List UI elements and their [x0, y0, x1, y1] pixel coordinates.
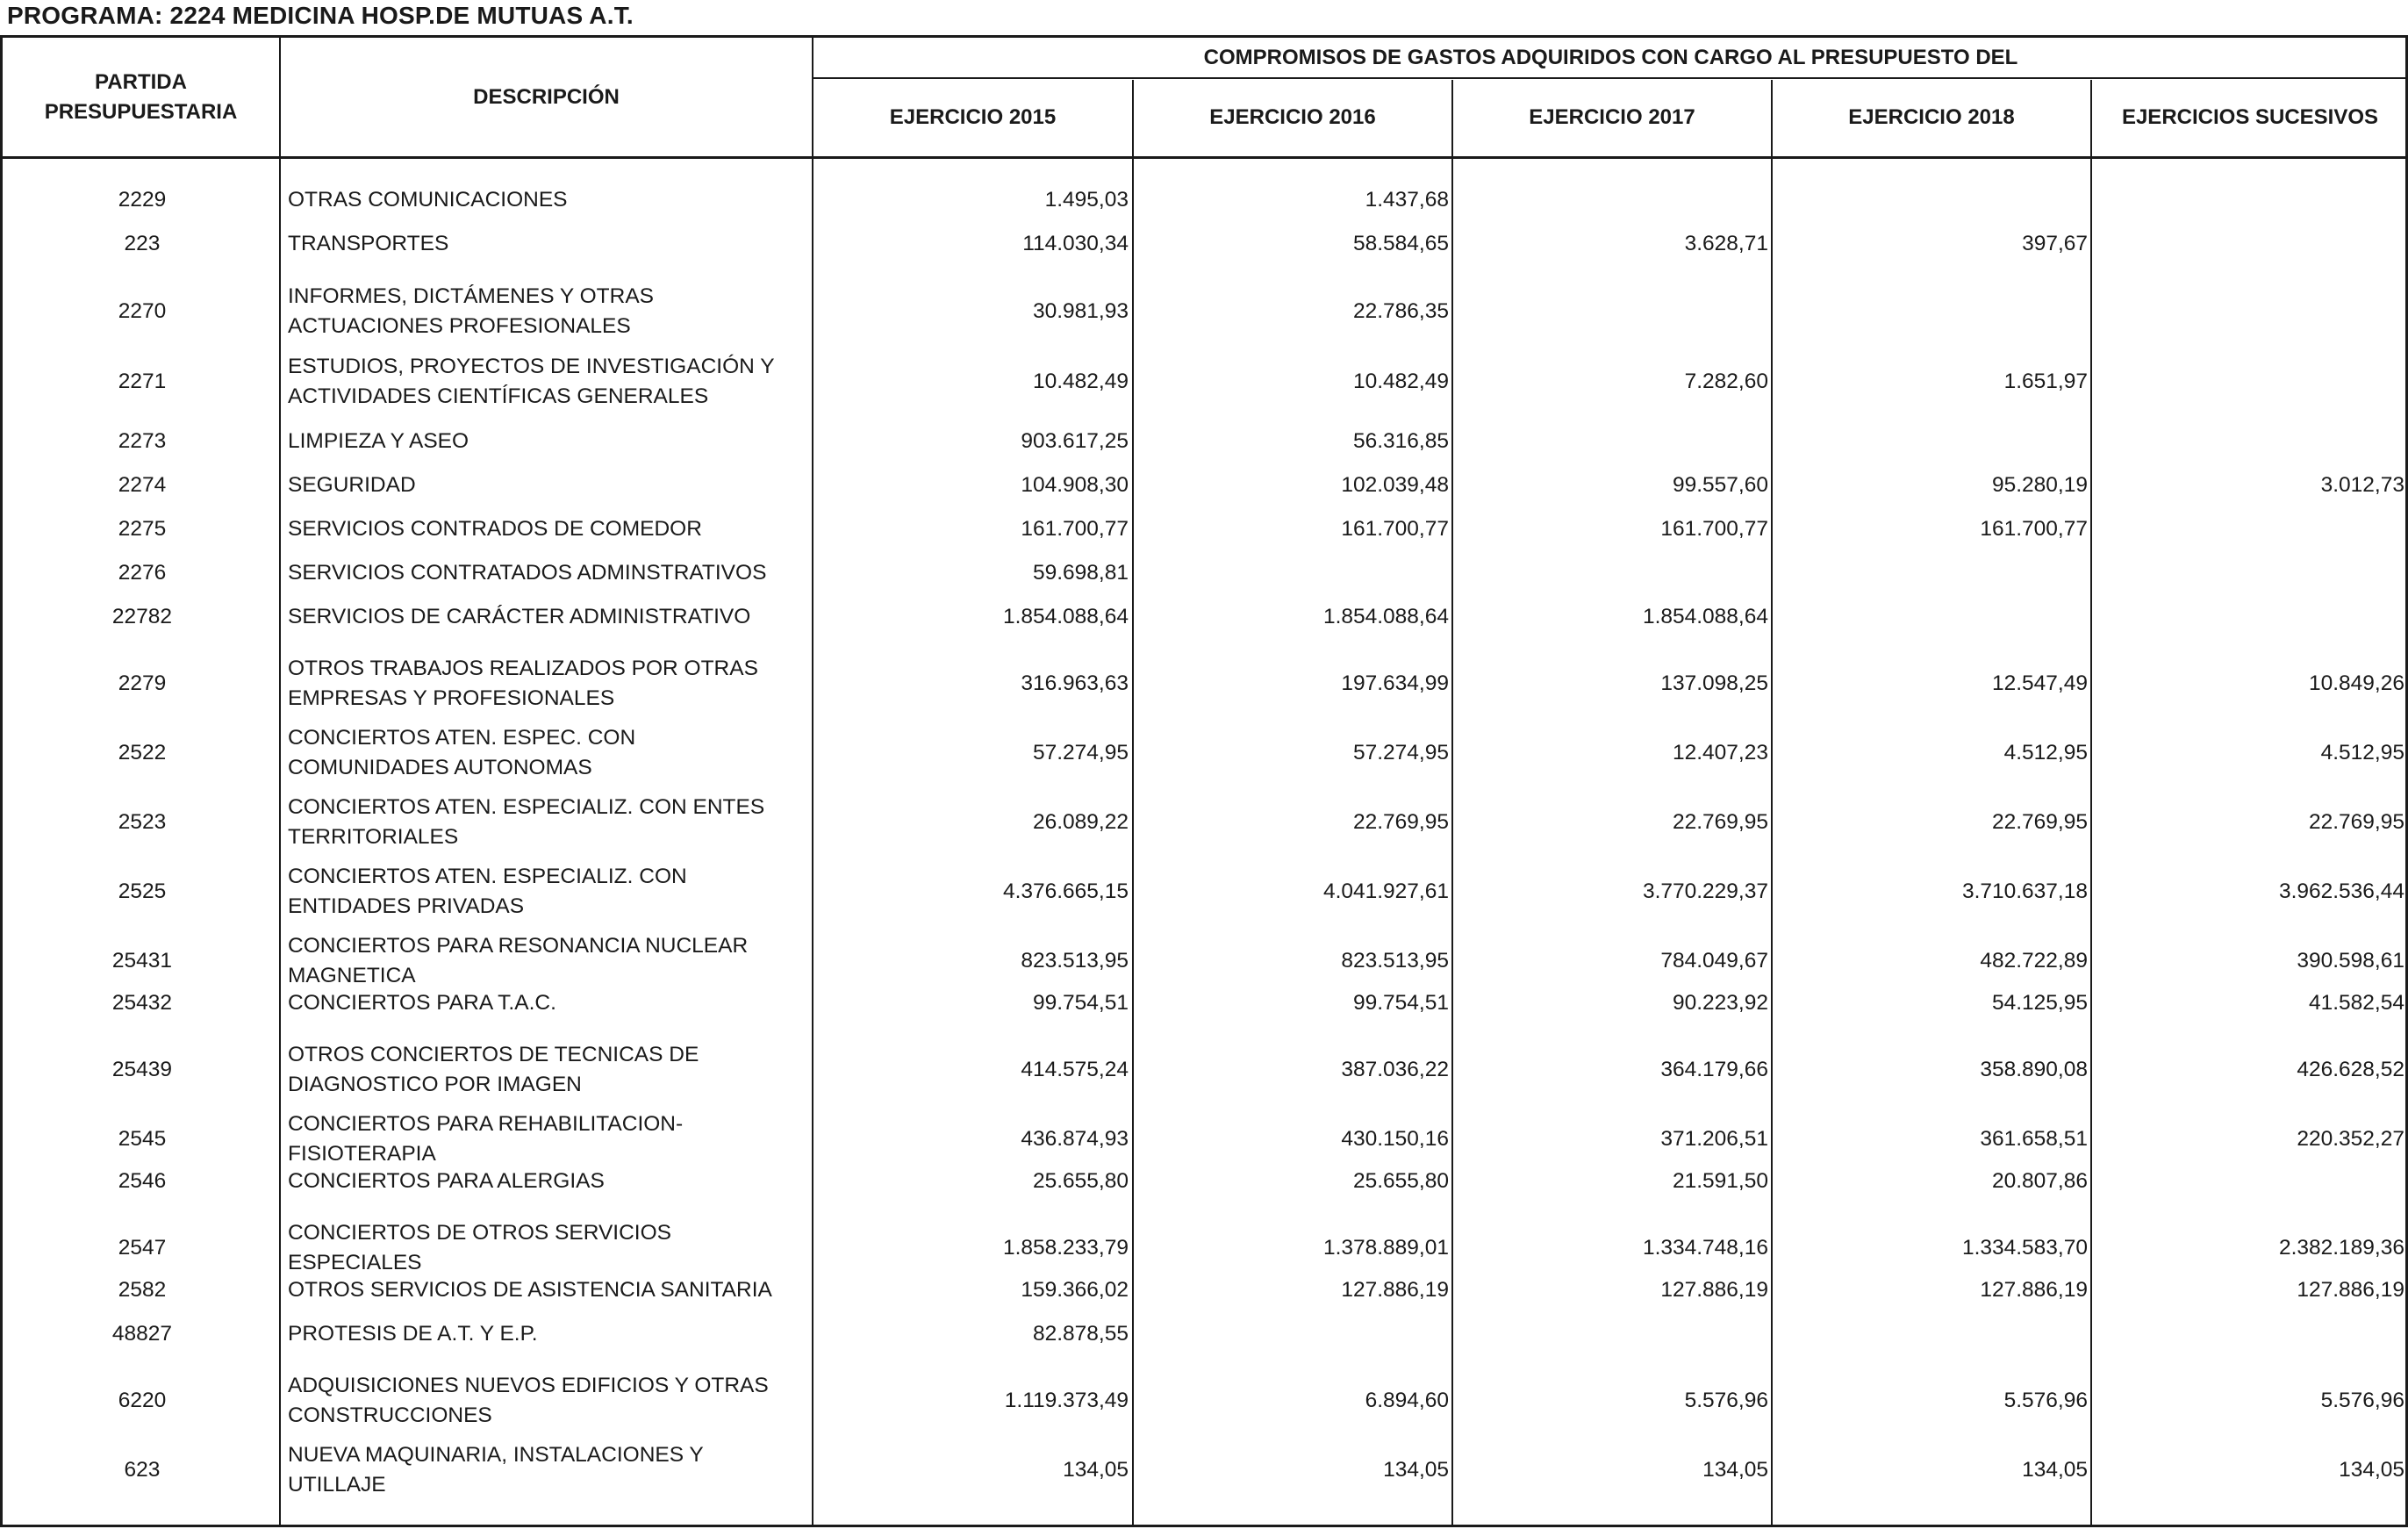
amount-2015: 59.698,81 — [1033, 561, 1129, 585]
partida-code: 2270 — [118, 299, 167, 323]
amount-2017: 99.557,60 — [1673, 473, 1768, 497]
amount-2015: 25.655,80 — [1033, 1169, 1129, 1193]
partida-code: 6220 — [118, 1389, 167, 1412]
amount-sucesivos: 426.628,52 — [2297, 1058, 2404, 1081]
amount-sucesivos — [2093, 512, 2404, 547]
partida-description: LIMPIEZA Y ASEO — [288, 429, 469, 453]
amount-2016: 56.316,85 — [1353, 429, 1449, 453]
partida-code: 2274 — [118, 473, 167, 497]
amount-2017: 12.407,23 — [1673, 741, 1768, 764]
amount-2015: 10.482,49 — [1033, 370, 1129, 393]
amount-sucesivos: 3.012,73 — [2320, 473, 2404, 497]
table-row — [3, 1040, 2408, 1100]
header-year-2017: EJERCICIO 2017 — [1529, 105, 1695, 129]
header-bottom-line — [3, 156, 2408, 159]
amount-2015: 436.874,93 — [1021, 1127, 1129, 1151]
amount-2016: 1.437,68 — [1365, 188, 1449, 212]
amount-2018 — [1774, 183, 2088, 218]
amount-sucesivos: 220.352,27 — [2297, 1127, 2404, 1151]
amount-2016: 102.039,48 — [1341, 473, 1449, 497]
amount-sucesivos — [2093, 1164, 2404, 1199]
amount-2017: 161.700,77 — [1660, 517, 1768, 541]
amount-2018 — [1774, 424, 2088, 459]
amount-2018: 127.886,19 — [1980, 1278, 2088, 1302]
amount-2018 — [1774, 282, 2088, 341]
table-row — [3, 599, 2408, 635]
amount-2015: 823.513,95 — [1021, 949, 1129, 973]
table-row — [3, 468, 2408, 503]
amount-2016 — [1135, 1317, 1449, 1352]
table-row — [3, 862, 2408, 922]
amount-2018: 5.576,96 — [2003, 1389, 2088, 1412]
partida-description: CONCIERTOS PARA ALERGIAS — [288, 1169, 605, 1193]
amount-2018: 1.651,97 — [2003, 370, 2088, 393]
amount-2017: 1.334.748,16 — [1642, 1236, 1768, 1260]
amount-sucesivos: 2.382.189,36 — [2278, 1236, 2404, 1260]
partida-code: 25432 — [111, 991, 173, 1015]
table-row — [3, 1109, 2408, 1169]
partida-description: ESTUDIOS, PROYECTOS DE INVESTIGACIÓN Y ACTIVIDADES CIENTÍFICAS GENERALES — [288, 355, 775, 408]
partida-code: 2273 — [118, 429, 167, 453]
amount-2015: 1.495,03 — [1044, 188, 1129, 212]
partida-code: 2271 — [118, 370, 167, 393]
partida-description: OTRAS COMUNICACIONES — [288, 188, 568, 212]
amount-2017: 134,05 — [1702, 1458, 1768, 1482]
amount-2015: 57.274,95 — [1033, 741, 1129, 764]
table-row — [3, 1273, 2408, 1308]
table-row — [3, 723, 2408, 783]
amount-2017 — [1454, 556, 1768, 591]
table-row — [3, 183, 2408, 218]
table-row — [3, 793, 2408, 852]
amount-2016: 58.584,65 — [1353, 232, 1449, 255]
amount-2015: 30.981,93 — [1033, 299, 1129, 323]
amount-2017: 1.854.088,64 — [1642, 605, 1768, 628]
table-row — [3, 282, 2408, 341]
partida-code: 2276 — [118, 561, 167, 585]
amount-2017 — [1454, 424, 1768, 459]
amount-2017: 21.591,50 — [1673, 1169, 1768, 1193]
partida-code: 2545 — [118, 1127, 167, 1151]
partida-code: 48827 — [111, 1322, 173, 1346]
amount-2017: 364.179,66 — [1660, 1058, 1768, 1081]
table-row — [3, 1317, 2408, 1352]
amount-2016: 25.655,80 — [1353, 1169, 1449, 1193]
amount-2016: 127.886,19 — [1341, 1278, 1449, 1302]
partida-code: 2275 — [118, 517, 167, 541]
amount-sucesivos: 390.598,61 — [2297, 949, 2404, 973]
amount-2017: 371.206,51 — [1660, 1127, 1768, 1151]
amount-2018: 361.658,51 — [1980, 1127, 2088, 1151]
partida-description: INFORMES, DICTÁMENES Y OTRAS ACTUACIONES PROFESIONALES — [288, 284, 655, 338]
table-row — [3, 352, 2408, 412]
amount-2017: 3.628,71 — [1684, 232, 1768, 255]
amount-2016: 134,05 — [1383, 1458, 1449, 1482]
amount-2015: 134,05 — [1063, 1458, 1129, 1482]
header-year-sucesivos: EJERCICIOS SUCESIVOS — [2121, 105, 2379, 129]
amount-2015: 82.878,55 — [1033, 1322, 1129, 1346]
amount-2017: 22.769,95 — [1673, 810, 1768, 834]
partida-description: CONCIERTOS ATEN. ESPECIALIZ. CON ENTIDADES PRIVADAS — [288, 865, 687, 918]
partida-code: 25439 — [111, 1058, 173, 1081]
amount-sucesivos — [2093, 599, 2404, 635]
amount-sucesivos: 5.576,96 — [2320, 1389, 2404, 1412]
amount-2015: 159.366,02 — [1021, 1278, 1129, 1302]
amount-2017 — [1454, 1317, 1768, 1352]
partida-description: SERVICIOS CONTRADOS DE COMEDOR — [288, 517, 702, 541]
header-year-2018: EJERCICIO 2018 — [1848, 105, 2015, 129]
amount-2017: 3.770.229,37 — [1642, 879, 1768, 903]
partida-description: OTROS SERVICIOS DE ASISTENCIA SANITARIA — [288, 1278, 772, 1302]
partida-code: 223 — [124, 232, 161, 255]
amount-2017: 7.282,60 — [1684, 370, 1768, 393]
partida-description: OTROS TRABAJOS REALIZADOS POR OTRAS EMPRESAS Y PROFESIONALES — [288, 657, 758, 710]
amount-2015: 114.030,34 — [1022, 232, 1129, 255]
header-partida: PARTIDA PRESUPUESTARIA — [44, 69, 238, 124]
partida-description: CONCIERTOS PARA RESONANCIA NUCLEAR MAGNETICA — [288, 934, 749, 987]
table-row — [3, 654, 2408, 714]
header-descripcion: DESCRIPCIÓN — [473, 84, 620, 109]
table-row — [3, 1218, 2408, 1278]
amount-2017: 137.098,25 — [1660, 671, 1768, 695]
partida-description: CONCIERTOS ATEN. ESPECIALIZ. CON ENTES TERRITORIALES — [288, 795, 765, 849]
amount-2018: 1.334.583,70 — [1961, 1236, 2088, 1260]
partida-description: NUEVA MAQUINARIA, INSTALACIONES Y UTILLAJE — [288, 1443, 704, 1497]
header-year-2015: EJERCICIO 2015 — [889, 105, 1057, 129]
amount-2016: 1.378.889,01 — [1322, 1236, 1449, 1260]
amount-2015: 161.700,77 — [1021, 517, 1129, 541]
partida-description: CONCIERTOS PARA REHABILITACION- FISIOTERAPIA — [288, 1112, 684, 1166]
amount-2015: 414.575,24 — [1021, 1058, 1129, 1081]
amount-2016: 4.041.927,61 — [1322, 879, 1449, 903]
amount-sucesivos — [2093, 183, 2404, 218]
amount-sucesivos — [2093, 424, 2404, 459]
partida-code: 25431 — [111, 949, 173, 973]
amount-2018 — [1774, 599, 2088, 635]
amount-sucesivos: 4.512,95 — [2320, 741, 2404, 764]
amount-sucesivos — [2093, 226, 2404, 262]
amount-2018: 134,05 — [2022, 1458, 2088, 1482]
partida-code: 2229 — [118, 188, 167, 212]
amount-sucesivos — [2093, 556, 2404, 591]
amount-2016: 10.482,49 — [1353, 370, 1449, 393]
amount-2015: 1.854.088,64 — [1002, 605, 1129, 628]
partida-code: 2525 — [118, 879, 167, 903]
amount-2015: 4.376.665,15 — [1002, 879, 1129, 903]
header-compromisos: COMPROMISOS DE GASTOS ADQUIRIDOS CON CARGO AL PRESUPUESTO DEL — [1203, 45, 2018, 69]
program-title: PROGRAMA: 2224 MEDICINA HOSP.DE MUTUAS A.T. — [7, 2, 634, 29]
partida-code: 2582 — [118, 1278, 167, 1302]
partida-code: 2547 — [118, 1236, 167, 1260]
amount-2018: 95.280,19 — [1992, 473, 2088, 497]
partida-description: CONCIERTOS PARA T.A.C. — [288, 991, 556, 1015]
amount-2015: 903.617,25 — [1021, 429, 1129, 453]
amount-2016: 1.854.088,64 — [1322, 605, 1449, 628]
amount-2018: 54.125,95 — [1992, 991, 2088, 1015]
amount-2015: 99.754,51 — [1033, 991, 1129, 1015]
amount-2018: 3.710.637,18 — [1961, 879, 2088, 903]
amount-2015: 26.089,22 — [1033, 810, 1129, 834]
amount-2015: 316.963,63 — [1021, 671, 1129, 695]
amount-2017: 5.576,96 — [1684, 1389, 1768, 1412]
amount-sucesivos: 41.582,54 — [2309, 991, 2404, 1015]
amount-2016: 387.036,22 — [1341, 1058, 1449, 1081]
partida-code: 2522 — [118, 741, 167, 764]
amount-2016: 22.786,35 — [1353, 299, 1449, 323]
partida-description: SERVICIOS CONTRATADOS ADMINSTRATIVOS — [288, 561, 767, 585]
amount-2018: 4.512,95 — [2003, 741, 2088, 764]
amount-2018: 358.890,08 — [1980, 1058, 2088, 1081]
amount-2017: 784.049,67 — [1660, 949, 1768, 973]
amount-2017 — [1454, 183, 1768, 218]
partida-description: ADQUISICIONES NUEVOS EDIFICIOS Y OTRAS CONSTRUCCIONES — [288, 1374, 769, 1427]
amount-2016: 430.150,16 — [1341, 1127, 1449, 1151]
table-row — [3, 986, 2408, 1021]
amount-2018: 397,67 — [2022, 232, 2088, 255]
amount-sucesivos: 10.849,26 — [2309, 671, 2404, 695]
table-row — [3, 931, 2408, 991]
partida-code: 2546 — [118, 1169, 167, 1193]
partida-description: SERVICIOS DE CARÁCTER ADMINISTRATIVO — [288, 605, 751, 628]
amount-2016 — [1135, 556, 1449, 591]
partida-description: CONCIERTOS DE OTROS SERVICIOS ESPECIALES — [288, 1221, 672, 1274]
amount-2017: 90.223,92 — [1673, 991, 1768, 1015]
partida-description: TRANSPORTES — [288, 232, 449, 255]
amount-2018: 161.700,77 — [1980, 517, 2088, 541]
amount-2015: 1.119.373,49 — [1004, 1389, 1129, 1412]
partida-description: OTROS CONCIERTOS DE TECNICAS DE DIAGNOSTICO POR IMAGEN — [288, 1043, 699, 1096]
partida-code: 2279 — [118, 671, 167, 695]
amount-2016: 823.513,95 — [1341, 949, 1449, 973]
header-year-2016: EJERCICIO 2016 — [1209, 105, 1376, 129]
partida-description: PROTESIS DE A.T. Y E.P. — [288, 1322, 538, 1346]
amount-sucesivos: 127.886,19 — [2297, 1278, 2404, 1302]
table-row — [3, 424, 2408, 459]
amount-2016: 161.700,77 — [1341, 517, 1449, 541]
amount-2018 — [1774, 556, 2088, 591]
amount-2016: 99.754,51 — [1353, 991, 1449, 1015]
amount-sucesivos: 22.769,95 — [2309, 810, 2404, 834]
table-row — [3, 226, 2408, 262]
amount-2017 — [1454, 282, 1768, 341]
amount-sucesivos — [2093, 352, 2404, 412]
amount-2018: 12.547,49 — [1992, 671, 2088, 695]
table-row — [3, 1164, 2408, 1199]
partida-description: SEGURIDAD — [288, 473, 416, 497]
amount-sucesivos — [2093, 1317, 2404, 1352]
amount-2015: 1.858.233,79 — [1002, 1236, 1129, 1260]
amount-sucesivos — [2093, 282, 2404, 341]
amount-2016: 57.274,95 — [1353, 741, 1449, 764]
amount-2016: 197.634,99 — [1341, 671, 1449, 695]
amount-2015: 104.908,30 — [1021, 473, 1129, 497]
amount-2018: 22.769,95 — [1992, 810, 2088, 834]
amount-2018 — [1774, 1317, 2088, 1352]
budget-table — [0, 35, 2408, 1527]
partida-description: CONCIERTOS ATEN. ESPEC. CON COMUNIDADES AUTONOMAS — [288, 726, 636, 779]
table-row — [3, 1371, 2408, 1431]
table-row — [3, 1440, 2408, 1500]
amount-2016: 22.769,95 — [1353, 810, 1449, 834]
amount-sucesivos: 134,05 — [2339, 1458, 2404, 1482]
partida-code: 623 — [124, 1458, 161, 1482]
table-row — [3, 556, 2408, 591]
table-row — [3, 512, 2408, 547]
partida-code: 2523 — [118, 810, 167, 834]
amount-2016: 6.894,60 — [1365, 1389, 1449, 1412]
amount-2018: 482.722,89 — [1980, 949, 2088, 973]
amount-2017: 127.886,19 — [1660, 1278, 1768, 1302]
amount-sucesivos: 3.962.536,44 — [2278, 879, 2404, 903]
amount-2018: 20.807,86 — [1992, 1169, 2088, 1193]
partida-code: 22782 — [111, 605, 173, 628]
